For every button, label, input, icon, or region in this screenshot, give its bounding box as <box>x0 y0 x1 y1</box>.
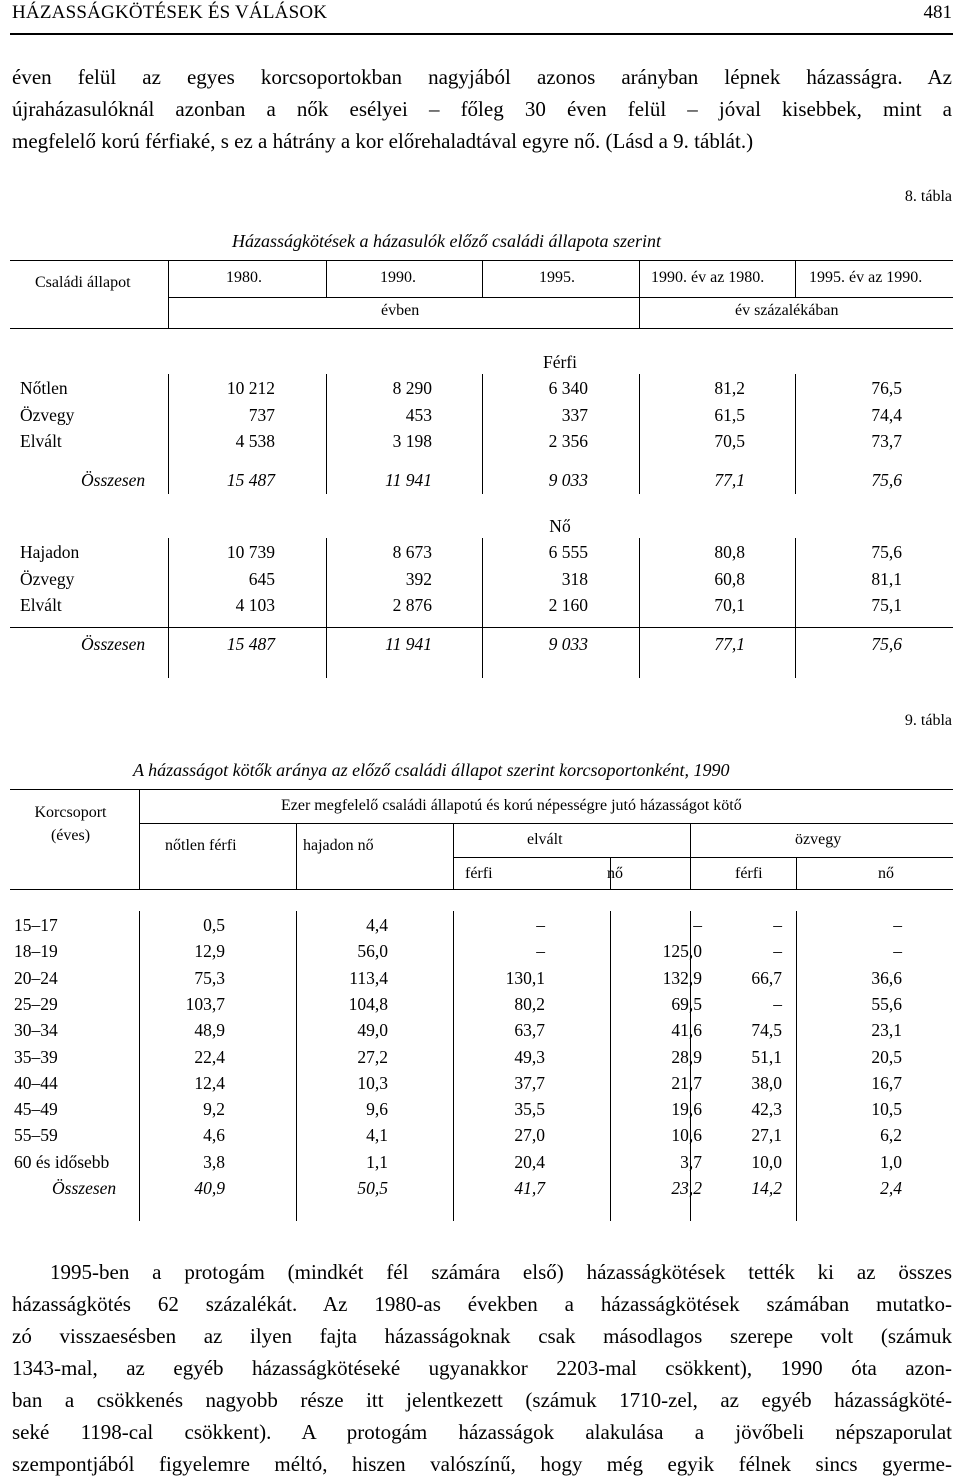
table-9-top-rule <box>10 789 953 790</box>
t9-total-cell: 41,7 <box>514 1178 545 1198</box>
table-9-title: A házasságot kötők aránya az előző családi állapot szerint korcsoportonként, 1990 <box>133 760 730 780</box>
t9-cell: 63,7 <box>514 1020 545 1040</box>
closing-paragraph <box>12 1256 952 1480</box>
t9-cell: – <box>773 941 782 961</box>
t9-cell: 104,8 <box>348 994 388 1014</box>
t9-cell: 4,4 <box>366 915 388 935</box>
t9-total-cell: 14,2 <box>751 1178 782 1198</box>
closing-line-2: házasságkötés 62 százalékát. Az 1980-as években a házasságkötések számában mutatko- <box>12 1292 952 1316</box>
table-8-vline-1 <box>168 260 169 328</box>
t9-cell: – <box>693 915 702 935</box>
table-8-mid-rule <box>168 297 953 298</box>
t9-cell: 27,2 <box>357 1047 388 1067</box>
t8-total-cell: 77,1 <box>714 634 745 654</box>
t8-section-title-ferfi: Férfi <box>542 352 578 372</box>
t8-cell: 8 673 <box>392 542 432 562</box>
t8-total-cell: 15 487 <box>226 634 275 654</box>
t9-cell: 49,3 <box>514 1047 545 1067</box>
t9-sub-ozvegy-no: nő <box>878 865 894 882</box>
t9-cell: 23,1 <box>871 1020 902 1040</box>
t8-section-title-no: Nő <box>549 516 571 536</box>
t9-cell: – <box>773 915 782 935</box>
t8-cell: 75,6 <box>871 542 902 562</box>
t9-row-label: 30–34 <box>14 1020 58 1040</box>
t9-cell: 0,5 <box>203 915 225 935</box>
t9-col-ozvegy: özvegy <box>795 831 842 848</box>
t9-row-label: 18–19 <box>14 941 58 961</box>
t9-row-label: 20–24 <box>14 968 58 988</box>
t9-cell: 37,7 <box>514 1073 545 1093</box>
t9-cell: 1,0 <box>880 1152 902 1172</box>
t8-row-label: Nőtlen <box>20 378 68 398</box>
t9-cell: 20,5 <box>871 1047 902 1067</box>
page-number: 481 <box>923 2 952 23</box>
t8-cell: 8 290 <box>392 378 432 398</box>
t8-div-b5 <box>795 538 796 678</box>
t9-body-v2 <box>296 911 297 1221</box>
t8-total-cell: 9 033 <box>548 470 588 490</box>
t9-row-label: 25–29 <box>14 994 58 1014</box>
t9-sub-elvalt-no: nő <box>607 865 623 882</box>
t9-cell: 75,3 <box>194 968 225 988</box>
t9-cell: 74,5 <box>751 1020 782 1040</box>
t9-cell: 41,6 <box>671 1020 702 1040</box>
t8-cell: 2 160 <box>548 595 588 615</box>
t9-body-v1 <box>139 911 140 1221</box>
closing-line-5: ban a csökkenés nagyobb része itt jelentkezett (számuk 1710-zel, az egyéb házasságköté- <box>12 1388 952 1412</box>
table-9-number: 9. tábla <box>904 712 952 729</box>
t8-cell: 70,1 <box>714 595 745 615</box>
t9-cell: 113,4 <box>349 968 388 988</box>
t8-row-label: Özvegy <box>20 405 75 425</box>
t9-cell: 9,2 <box>203 1099 225 1119</box>
t8-div-a2 <box>326 374 327 494</box>
table-8-number: 8. tábla <box>904 188 952 205</box>
t9-cell: 12,9 <box>194 941 225 961</box>
table-8-vline-5 <box>795 260 796 297</box>
t9-total-cell: 50,5 <box>357 1178 388 1198</box>
t8-div-b1 <box>168 538 169 678</box>
t8-total-cell: 11 941 <box>385 470 432 490</box>
closing-line-4: 1343-mal, az egyéb házasságkötéseké ugyanakkor 2203-mal csökkent), 1990 óta azon- <box>12 1356 952 1380</box>
t9-row-label: 40–44 <box>14 1073 58 1093</box>
t9-cell: – <box>893 915 902 935</box>
t8-row-label: Hajadon <box>20 542 80 562</box>
t9-row-label: 15–17 <box>14 915 58 935</box>
t9-cell: 130,1 <box>505 968 545 988</box>
t9-sub-elvalt-ferfi: férfi <box>465 865 493 882</box>
t9-body-v3 <box>453 911 454 1221</box>
t9-cell: 3,8 <box>203 1152 225 1172</box>
t8-cell: 453 <box>405 405 432 425</box>
running-header-title: HÁZASSÁGKÖTÉSEK ÉS VÁLÁSOK <box>12 2 328 23</box>
t8-cell: 645 <box>248 569 275 589</box>
t9-cell: 69,5 <box>671 994 702 1014</box>
table-8-vline-2 <box>326 260 327 297</box>
t8-div-a4 <box>639 374 640 494</box>
t8-cell: 61,5 <box>714 405 745 425</box>
t8-div-b4 <box>639 538 640 678</box>
t9-cell: – <box>536 915 545 935</box>
t9-cell: 56,0 <box>357 941 388 961</box>
t8-div-a1 <box>168 374 169 494</box>
t8-div-a5 <box>795 374 796 494</box>
t9-cell: 1,1 <box>366 1152 388 1172</box>
t9-row-label: 60 és idősebb <box>14 1152 110 1172</box>
t9-total-label: Összesen <box>52 1178 117 1198</box>
t9-sub-ozvegy-ferfi: férfi <box>735 865 763 882</box>
t9-cell: 10,5 <box>871 1099 902 1119</box>
t9-cell: 125,0 <box>662 941 702 961</box>
t8-cell: 80,8 <box>714 542 745 562</box>
t8-cell: 81,2 <box>714 378 745 398</box>
t9-cell: 12,4 <box>194 1073 225 1093</box>
t8-cell: 76,5 <box>871 378 902 398</box>
t8-cell: 6 340 <box>548 378 588 398</box>
t8-total-cell: 9 033 <box>548 634 588 654</box>
t9-stub-header-2: (éves) <box>50 827 91 844</box>
t8-div-b2 <box>326 538 327 678</box>
closing-line-1: 1995-ben a protogám (mindkét fél számára első) házasságkötések tették ki az összes <box>50 1260 952 1284</box>
t8-total-cell: 75,6 <box>871 470 902 490</box>
t8-cell: 74,4 <box>871 405 902 425</box>
t8-cell: 2 356 <box>548 431 588 451</box>
t9-cell: 49,0 <box>357 1020 388 1040</box>
t9-hdr-v2 <box>296 823 297 889</box>
table-9-header-bottom-rule <box>10 889 953 890</box>
t9-hdr-v6 <box>796 857 797 889</box>
t9-cell: 10,6 <box>671 1125 702 1145</box>
t8-cell: 318 <box>561 569 588 589</box>
t8-cell: 10 212 <box>226 378 275 398</box>
t8-cell: 4 538 <box>235 431 275 451</box>
t8-div-a3 <box>482 374 483 494</box>
t9-cell: 132,9 <box>662 968 702 988</box>
t8-group-evben: évben <box>381 302 420 319</box>
table-8-header-bottom-rule <box>10 328 953 329</box>
t9-cell: 3,7 <box>680 1152 702 1172</box>
t9-cell: 22,4 <box>194 1047 225 1067</box>
intro-line-2: újraházasulóknál azonban a nők esélyei – főleg 30 éven felül – jóval kisebbek, mint a <box>12 97 952 121</box>
t8-col-1980: 1980. <box>226 269 262 286</box>
t8-cell: 75,1 <box>871 595 902 615</box>
t9-cell: – <box>893 941 902 961</box>
t9-stub-header-1: Korcsoport <box>34 804 107 821</box>
t9-span-header: Ezer megfelelő családi állapotú és korú népességre jutó házasságot kötő <box>281 797 742 814</box>
t9-cell: 103,7 <box>185 994 225 1014</box>
t8-total-cell: 11 941 <box>385 634 432 654</box>
t8-div-b3 <box>482 538 483 678</box>
t8-col-1995-vs-1990: 1995. év az 1990. <box>809 269 923 286</box>
t9-cell: 21,7 <box>671 1073 702 1093</box>
t8-col-1990: 1990. <box>380 269 416 286</box>
t8-row-label: Özvegy <box>20 569 75 589</box>
t9-cell: 9,6 <box>366 1099 388 1119</box>
t8-cell: 337 <box>561 405 588 425</box>
t9-cell: 19,6 <box>671 1099 702 1119</box>
t9-cell: 36,6 <box>871 968 902 988</box>
closing-line-6: seké 1198-cal csökkent). A protogám házasságok alakulása a jövőbeli népszaporulat <box>12 1420 952 1444</box>
t9-cell: 42,3 <box>751 1099 782 1119</box>
t9-cell: 28,9 <box>671 1047 702 1067</box>
table-8-vline-4 <box>639 260 640 328</box>
t8-cell: 73,7 <box>871 431 902 451</box>
t9-cell: 6,2 <box>880 1125 902 1145</box>
t8-cell: 6 555 <box>548 542 588 562</box>
t8-cell: 2 876 <box>392 595 432 615</box>
t9-cell: 66,7 <box>751 968 782 988</box>
t8-cell: 4 103 <box>235 595 275 615</box>
t8-cell: 60,8 <box>714 569 745 589</box>
t8-cell: 10 739 <box>226 542 275 562</box>
t9-hdr-v1 <box>139 789 140 889</box>
closing-line-3: zó visszaesésben az ilyen fajta házasságoknak csak másodlagos szerepe volt (számuk <box>12 1324 952 1348</box>
t9-col-hajadon-no: hajadon nő <box>303 837 374 854</box>
t8-total-cell: 77,1 <box>714 470 745 490</box>
t9-cell: 10,0 <box>751 1152 782 1172</box>
table-8-stub-header: Családi állapot <box>35 274 131 291</box>
t9-col-elvalt: elvált <box>527 831 563 848</box>
t9-cell: 4,1 <box>366 1125 388 1145</box>
t9-cell: – <box>536 941 545 961</box>
t9-hdr-v5 <box>690 823 691 889</box>
intro-line-1: éven felül az egyes korcsoportokban nagyjából azonos arányban lépnek házasságra. Az <box>12 65 952 89</box>
t9-col-notlen-ferfi: nőtlen férfi <box>165 837 237 854</box>
t8-cell: 737 <box>248 405 275 425</box>
t8-group-szazalek: év százalékában <box>735 302 839 319</box>
t9-total-cell: 2,4 <box>880 1178 902 1198</box>
table-8-title: Házasságkötések a házasulók előző családi állapota szerint <box>232 231 661 251</box>
t9-cell: 16,7 <box>871 1073 902 1093</box>
t8-row-label: Elvált <box>20 431 62 451</box>
t9-row-label: 55–59 <box>14 1125 58 1145</box>
t9-cell: 55,6 <box>871 994 902 1014</box>
t9-row-label: 35–39 <box>14 1047 58 1067</box>
t9-cell: 51,1 <box>751 1047 782 1067</box>
t9-cell: 10,3 <box>357 1073 388 1093</box>
t8-cell: 3 198 <box>392 431 432 451</box>
t9-body-v4 <box>610 911 611 1221</box>
t9-cell: 27,1 <box>751 1125 782 1145</box>
t8-cell: 70,5 <box>714 431 745 451</box>
table-8-vline-3 <box>482 260 483 297</box>
t9-total-cell: 40,9 <box>194 1178 225 1198</box>
t8-cell: 81,1 <box>871 569 902 589</box>
t9-body-v6 <box>796 911 797 1221</box>
t8-total-cell: 15 487 <box>226 470 275 490</box>
t8-col-1990-vs-1980: 1990. év az 1980. <box>651 269 765 286</box>
t9-total-cell: 23,2 <box>671 1178 702 1198</box>
intro-line-3: megfelelő korú férfiaké, s ez a hátrány a kor előrehaladtával egyre nő. (Lásd a 9. táblát.) <box>12 129 754 153</box>
t9-cell: 35,5 <box>514 1099 545 1119</box>
t9-hdr-v3 <box>453 823 454 889</box>
t9-row-label: 45–49 <box>14 1099 58 1119</box>
header-rule <box>10 33 953 35</box>
closing-line-7: szempontjából figyelemre méltó, hiszen valószínű, hogy még egyik félnek sincs gyerme- <box>12 1452 952 1476</box>
t8-col-1995: 1995. <box>539 269 575 286</box>
table-9-span-rule <box>139 823 953 824</box>
t8-total-label: Összesen <box>81 470 146 490</box>
t9-cell: – <box>773 994 782 1014</box>
intro-paragraph <box>12 61 952 157</box>
t9-cell: 4,6 <box>203 1125 225 1145</box>
t8-cell: 392 <box>405 569 432 589</box>
t8-total-cell: 75,6 <box>871 634 902 654</box>
t9-cell: 20,4 <box>514 1152 545 1172</box>
t8-row-label: Elvált <box>20 595 62 615</box>
t8-total-label: Összesen <box>81 634 146 654</box>
t9-cell: 80,2 <box>514 994 545 1014</box>
table-9-sub-rule <box>453 857 953 858</box>
t9-cell: 38,0 <box>751 1073 782 1093</box>
t9-cell: 27,0 <box>514 1125 545 1145</box>
t9-cell: 48,9 <box>194 1020 225 1040</box>
